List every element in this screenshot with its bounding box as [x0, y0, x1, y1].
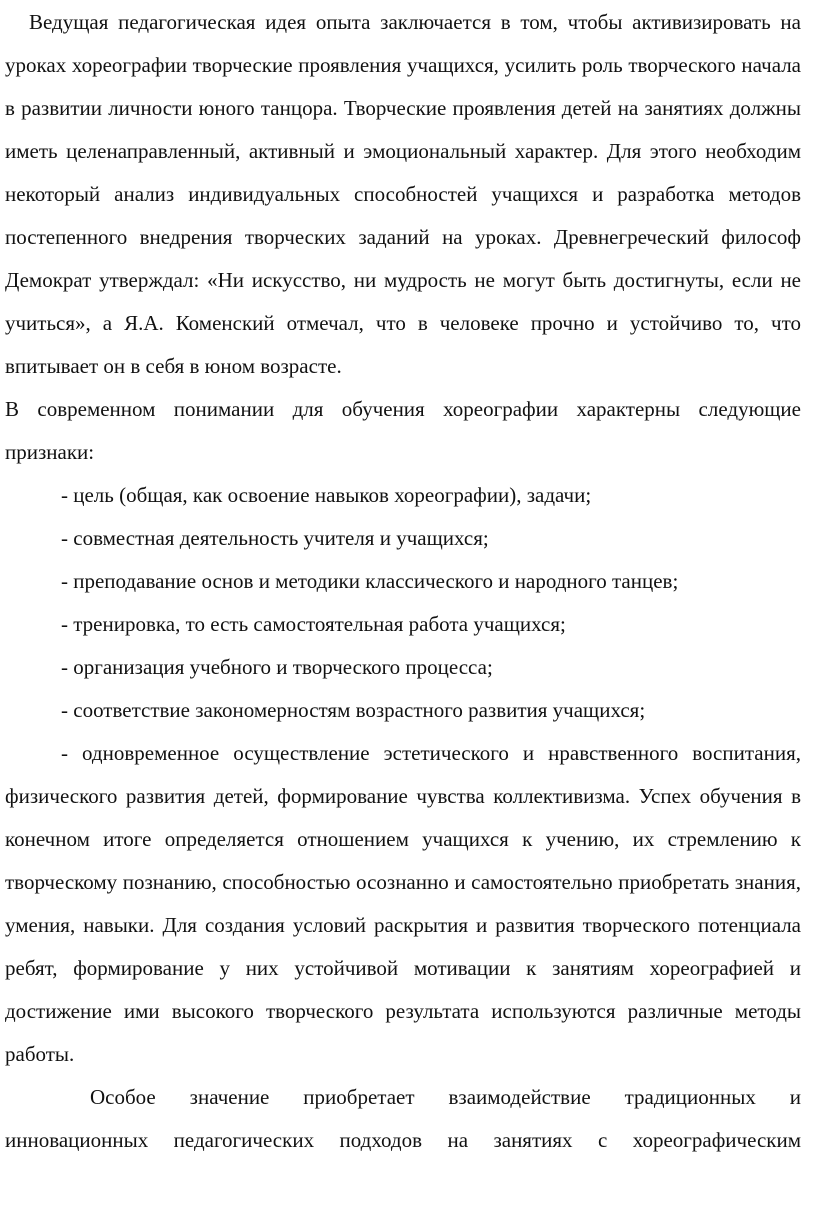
list-item-simultaneous-education: - одновременное осуществление эстетического и нравственного воспитания, физического развития детей, формирование чувства коллективизма. Успех обучения в конечном итоге определяется отношением учащихся к учению, их стремлению к творческому познанию, способностью осознанно и самостоятельно приобретать знания, умения, навыки. Для создания условий раскрытия и развития творческого потенциала ребят, формирование у них устойчивой мотивации к занятиям хореографией и достижение ими высокого творческого результата используются различные методы работы. [5, 741, 801, 1066]
paragraph-pedagogical-idea: Ведущая педагогическая идея опыта заключается в том, чтобы активизировать на уроках хореографии творческие проявления учащихся, усилить роль творческого начала в развитии личности юного танцора. Творческие проявления детей на занятиях должны иметь целенаправленный, активный и эмоциональный характер. Для этого необходим некоторый анализ индивидуальных способностей учащихся и разработка методов постепенного внедрения творческих заданий на уроках. Древнегреческий философ Демократ утверждал: «Ни искусство, ни мудрость не могут быть достигнуты, если не учиться», а Я.А. Коменский отмечал, что в человеке прочно и устойчиво то, что впитывает он в себя в юном возрасте. [5, 10, 801, 378]
list-item-teaching-basics: - преподавание основ и методики классического и народного танцев; [61, 569, 679, 593]
paragraph-modern-understanding: В современном понимании для обучения хореографии характерны следующие признаки: [5, 397, 801, 464]
document-page [5, 0, 801, 1162]
list-item-age-conformity: - соответствие закономерностям возрастного развития учащихся; [61, 698, 646, 722]
paragraph-special-significance: Особое значение приобретает взаимодействие традиционных и инновационных педагогических подходов на занятиях с хореографическим [5, 1085, 801, 1152]
list-item-training: - тренировка, то есть самостоятельная работа учащихся; [61, 612, 566, 636]
list-item-goal: - цель (общая, как освоение навыков хореографии), задачи; [61, 483, 592, 507]
list-item-joint-activity: - совместная деятельность учителя и учащихся; [61, 526, 489, 550]
list-item-organization: - организация учебного и творческого процесса; [61, 655, 493, 679]
